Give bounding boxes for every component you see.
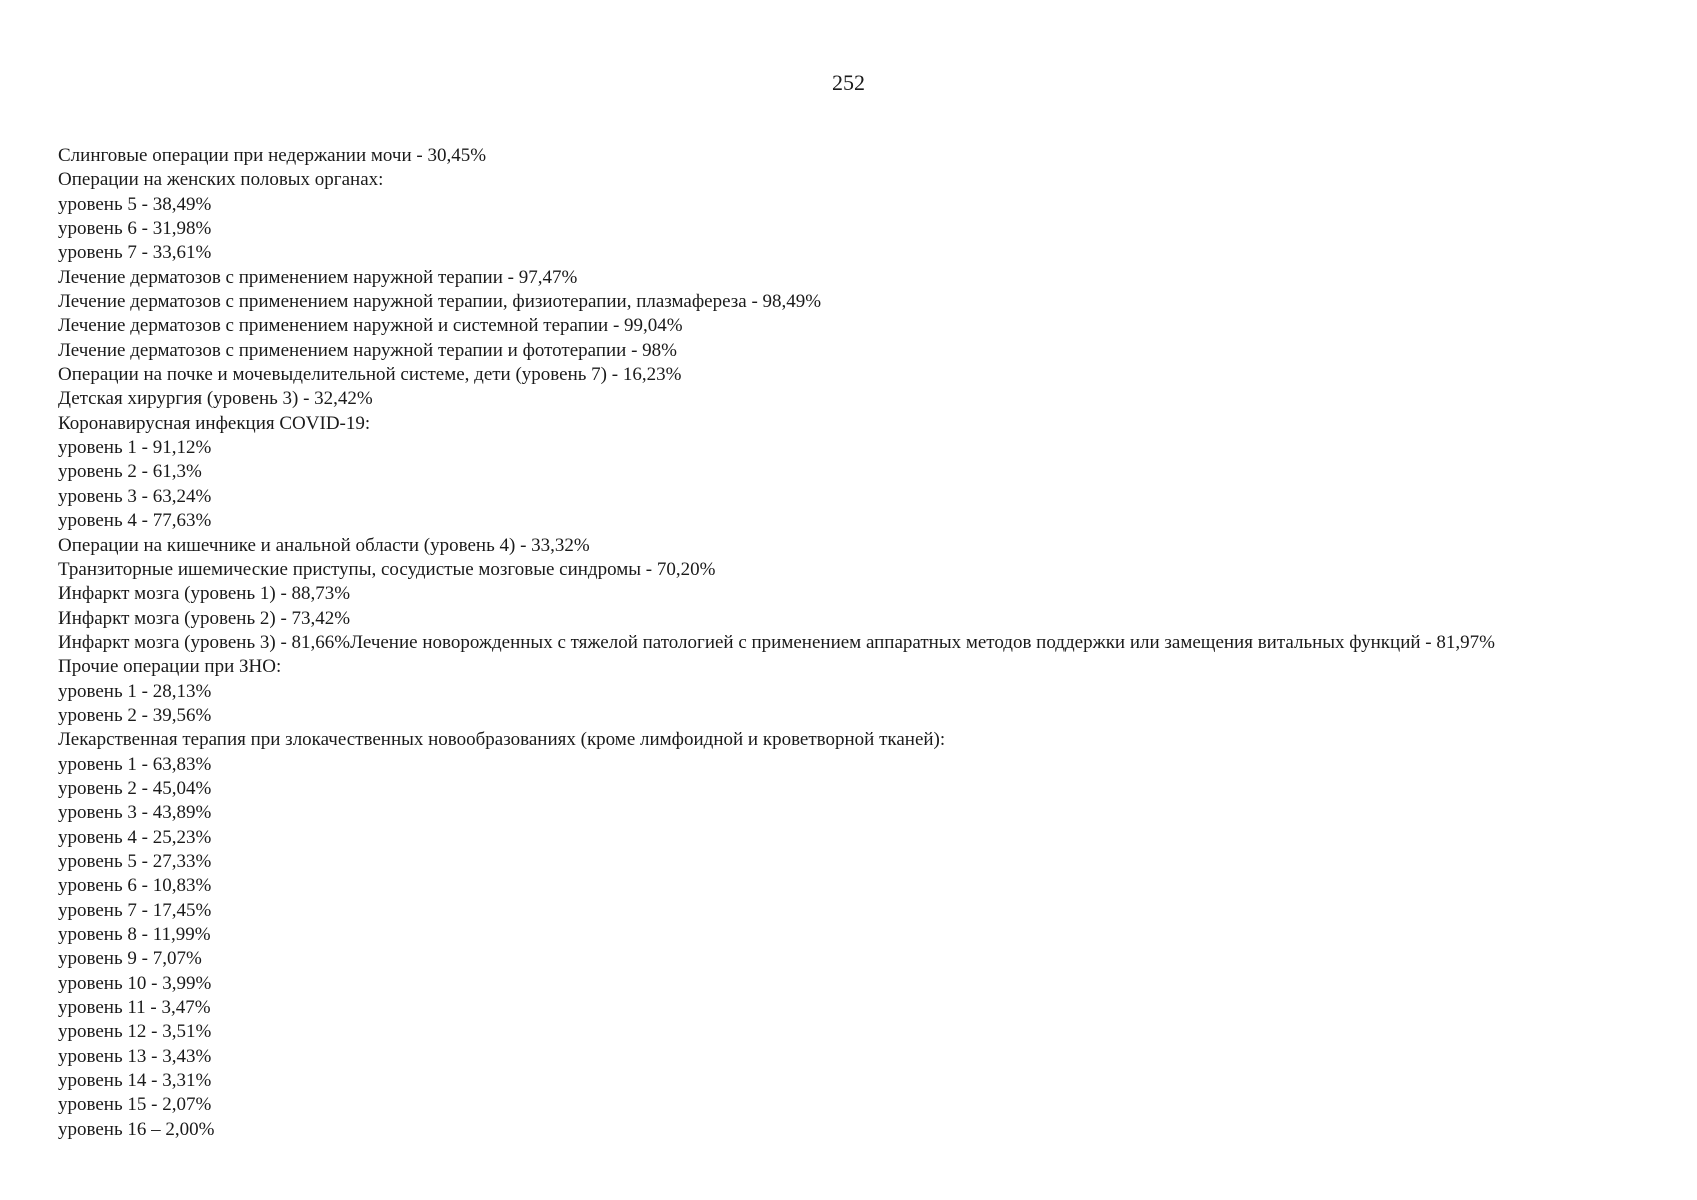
text-line: Лечение дерматозов с применением наружной и системной терапии - 99,04% — [58, 315, 683, 337]
text-line: Коронавирусная инфекция COVID-19: — [58, 412, 371, 434]
text-line: уровень 3 - 63,24% — [58, 485, 212, 507]
document-body — [58, 144, 1678, 1142]
text-line: уровень 12 - 3,51% — [58, 1021, 212, 1043]
text-line: Операции на почке и мочевыделительной системе, дети (уровень 7) - 16,23% — [58, 364, 682, 386]
text-line: Прочие операции при ЗНО: — [58, 656, 282, 678]
text-line: уровень 7 - 33,61% — [58, 242, 212, 264]
text-line: Лечение дерматозов с применением наружной терапии - 97,47% — [58, 266, 578, 288]
text-line: уровень 14 - 3,31% — [58, 1070, 212, 1092]
text-line: Инфаркт мозга (уровень 3) - 81,66%Лечение новорожденных с тяжелой патологией с применением аппаратных методов поддержки или замещения витальных функций - 81,97% — [58, 631, 1495, 653]
text-line: уровень 3 - 43,89% — [58, 802, 212, 824]
text-line: Инфаркт мозга (уровень 1) - 88,73% — [58, 583, 351, 605]
text-line: уровень 4 - 25,23% — [58, 826, 212, 848]
text-line: Лечение дерматозов с применением наружной терапии, физиотерапии, плазмафереза - 98,49% — [58, 291, 822, 313]
text-line: уровень 1 - 63,83% — [58, 753, 212, 775]
text-line: уровень 1 - 28,13% — [58, 680, 212, 702]
text-line: Слинговые операции при недержании мочи - 30,45% — [58, 145, 487, 166]
text-line: уровень 8 - 11,99% — [58, 924, 211, 945]
text-line: уровень 10 - 3,99% — [58, 972, 212, 994]
text-line: Транзиторные ишемические приступы, сосудистые мозговые синдромы - 70,20% — [58, 558, 716, 580]
text-line: уровень 6 - 31,98% — [58, 218, 212, 240]
page-number: 252 — [832, 70, 865, 95]
text-line: уровень 2 - 61,3% — [58, 461, 202, 483]
text-line: Детская хирургия (уровень 3) - 32,42% — [58, 388, 373, 410]
text-line: уровень 13 - 3,43% — [58, 1045, 212, 1067]
text-line: Лечение дерматозов с применением наружной терапии и фототерапии - 98% — [58, 339, 678, 361]
text-line: уровень 6 - 10,83% — [58, 875, 212, 897]
text-line: уровень 9 - 7,07% — [58, 948, 202, 970]
text-line: уровень 2 - 39,56% — [58, 704, 212, 726]
text-line: уровень 4 - 77,63% — [58, 510, 212, 532]
text-line: уровень 16 – 2,00% — [58, 1118, 215, 1140]
text-line: Инфаркт мозга (уровень 2) - 73,42% — [58, 607, 351, 629]
text-line: уровень 1 - 91,12% — [58, 437, 212, 459]
text-line: уровень 2 - 45,04% — [58, 777, 212, 799]
text-line: Операции на кишечнике и анальной области (уровень 4) - 33,32% — [58, 534, 590, 556]
text-line: уровень 7 - 17,45% — [58, 899, 212, 921]
text-line: уровень 11 - 3,47% — [58, 997, 211, 1019]
text-line: уровень 5 - 27,33% — [58, 850, 212, 872]
text-line: уровень 15 - 2,07% — [58, 1094, 212, 1116]
text-line: Лекарственная терапия при злокачественных новообразованиях (кроме лимфоидной и кроветворной тканей): — [58, 729, 946, 751]
text-line: Операции на женских половых органах: — [58, 169, 384, 191]
text-line: уровень 5 - 38,49% — [58, 193, 212, 215]
